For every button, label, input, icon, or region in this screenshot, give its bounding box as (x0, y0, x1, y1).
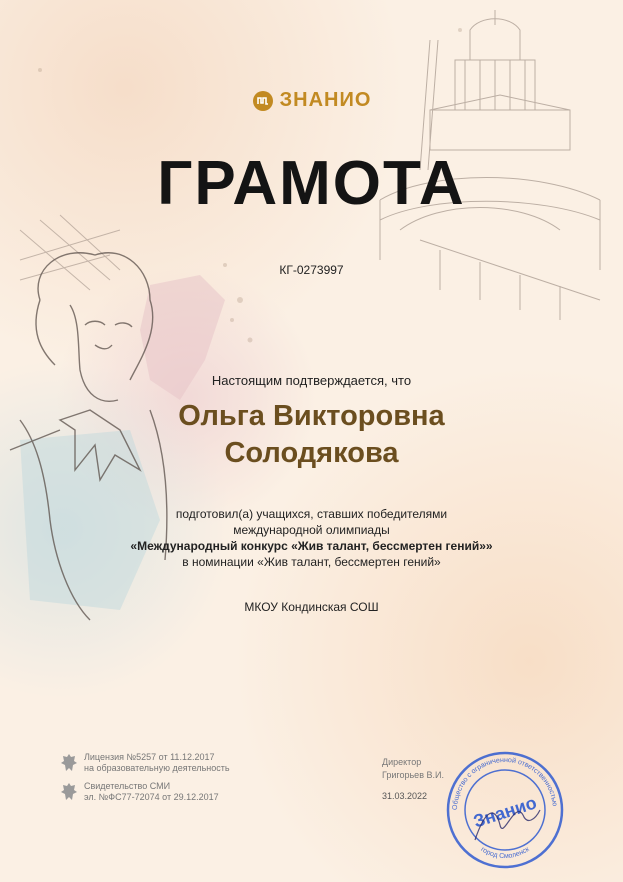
svg-text:город Смоленск (479, 845, 531, 860)
russian-emblem-icon (60, 753, 78, 773)
media-cert-line2: эл. №ФС77-72074 от 29.12.2017 (84, 792, 219, 802)
description-line2: международной олимпиады (233, 523, 390, 537)
license-line2: на образовательную деятельность (84, 763, 230, 773)
description-line1: подготовил(а) учащихся, ставших победителями (175, 507, 448, 521)
license-info (60, 752, 230, 774)
director-name: Григорьев В.И. (382, 770, 444, 780)
award-description (0, 506, 623, 570)
official-stamp (445, 750, 565, 870)
znanio-logo-icon (252, 90, 274, 112)
confirmation-text: Настоящим подтверждается, что (211, 373, 412, 388)
russian-emblem-icon (60, 782, 78, 802)
serial-number: КГ-0273997 (279, 263, 344, 277)
media-certificate-info (60, 781, 219, 803)
media-cert-line1: Свидетельство СМИ (84, 781, 171, 791)
director-title: Директор (382, 757, 422, 767)
recipient-name-line1: Ольга Викторовна (178, 400, 445, 432)
competition-name: «Международный конкурс «Жив талант, бессмертен гений»» (130, 539, 493, 553)
director-signature-block (382, 756, 444, 803)
brand-logo (0, 89, 623, 117)
stamp-city-text: город Смоленск (479, 846, 531, 861)
certificate-title: ГРАМОТА (157, 149, 466, 218)
license-line1: Лицензия №5257 от 11.12.2017 (84, 752, 215, 762)
recipient-name (0, 398, 623, 472)
nomination: в номинации «Жив талант, бессмертен гений» (182, 555, 441, 569)
issue-date: 31.03.2022 (382, 791, 428, 801)
brand-name: ЗНАНИО (279, 89, 372, 111)
stamp-logo-text: Знанио (470, 792, 540, 832)
recipient-name-line2: Солодякова (224, 437, 399, 469)
school-name: МКОУ Кондинская СОШ (244, 600, 379, 614)
stamp-outer-text: Общество с ограниченной ответственностью (451, 756, 558, 811)
